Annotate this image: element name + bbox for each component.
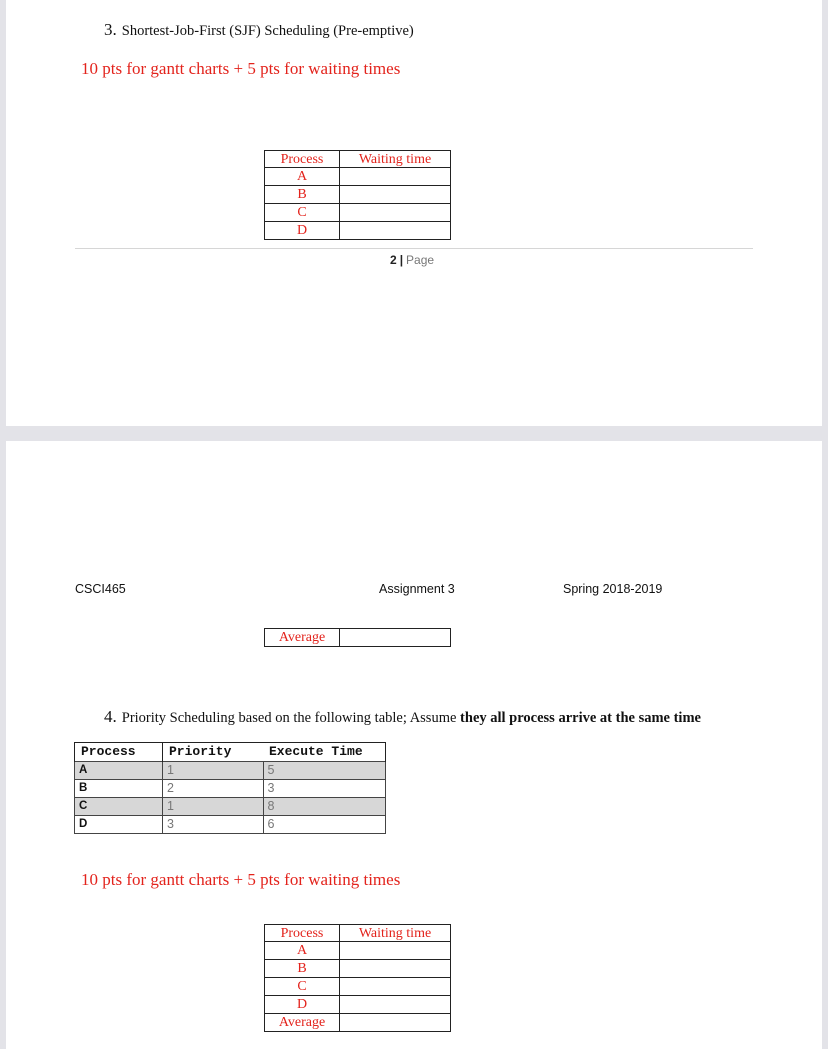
table-row [265, 222, 451, 240]
process-cell: B [75, 780, 163, 798]
process-cell: A [75, 762, 163, 780]
table-header-row [75, 743, 386, 762]
priority-cell: 2 [163, 780, 264, 798]
question-number: 3. [104, 20, 117, 39]
table-row [265, 629, 451, 647]
document-page-2 [6, 441, 822, 1049]
table-row [265, 960, 451, 978]
header-process: Process [75, 743, 163, 762]
header-process: Process [265, 151, 340, 168]
points-note: 10 pts for gantt charts + 5 pts for waiting times [81, 59, 401, 78]
average-label-cell: Average [265, 629, 340, 647]
question-text: Priority Scheduling based on the following table; Assume [121, 710, 461, 726]
header-assignment: Assignment 3 [379, 582, 455, 596]
table-row [265, 186, 451, 204]
waiting-time-cell[interactable] [340, 168, 451, 186]
process-cell: C [265, 978, 340, 996]
waiting-time-cell[interactable] [340, 996, 451, 1014]
document-page-1 [6, 0, 822, 426]
footer-divider [75, 248, 753, 249]
process-cell: D [265, 996, 340, 1014]
waiting-time-cell[interactable] [340, 222, 451, 240]
process-cell: C [265, 204, 340, 222]
table-row [265, 996, 451, 1014]
waiting-time-table [264, 150, 451, 240]
question-text: Shortest-Job-First (SJF) Scheduling (Pre-emptive) [121, 23, 414, 39]
table-row [75, 798, 386, 816]
question-bold-text: they all process arrive at the same time [460, 710, 701, 726]
header-execute-time: Execute Time [263, 743, 386, 762]
waiting-time-cell[interactable] [340, 204, 451, 222]
process-cell: B [265, 186, 340, 204]
question-number: 4. [104, 707, 117, 726]
page-footer [390, 253, 434, 267]
waiting-time-cell[interactable] [340, 942, 451, 960]
process-cell: A [265, 942, 340, 960]
header-semester: Spring 2018-2019 [563, 582, 663, 596]
process-cell: D [265, 222, 340, 240]
execute-time-cell: 8 [263, 798, 386, 816]
average-value-cell[interactable] [340, 1014, 451, 1032]
header-process: Process [265, 925, 340, 942]
table-header-row [265, 151, 451, 168]
table-header-row [265, 925, 451, 942]
header-priority: Priority [163, 743, 264, 762]
points-note: 10 pts for gantt charts + 5 pts for waiting times [81, 870, 401, 889]
average-value-cell[interactable] [340, 629, 451, 647]
process-cell: B [265, 960, 340, 978]
table-row [265, 168, 451, 186]
waiting-time-cell[interactable] [340, 186, 451, 204]
priority-cell: 1 [163, 798, 264, 816]
execute-time-cell: 6 [263, 816, 386, 834]
waiting-time-cell[interactable] [340, 960, 451, 978]
average-label-cell: Average [265, 1014, 340, 1032]
process-cell: A [265, 168, 340, 186]
table-row [75, 816, 386, 834]
execute-time-cell: 5 [263, 762, 386, 780]
table-row [265, 1014, 451, 1032]
average-table [264, 628, 451, 647]
table-row [265, 204, 451, 222]
priority-cell: 3 [163, 816, 264, 834]
process-cell: D [75, 816, 163, 834]
header-course: CSCI465 [75, 582, 126, 596]
table-row [75, 780, 386, 798]
page-number: 2 [390, 253, 397, 267]
header-waiting-time: Waiting time [340, 151, 451, 168]
question-4-heading [104, 707, 701, 727]
priority-table [74, 742, 386, 834]
waiting-time-table [264, 924, 451, 1032]
priority-cell: 1 [163, 762, 264, 780]
waiting-time-cell[interactable] [340, 978, 451, 996]
footer-separator: | [399, 253, 404, 267]
page-word: Page [406, 253, 435, 267]
table-row [75, 762, 386, 780]
header-waiting-time: Waiting time [340, 925, 451, 942]
question-3-heading [104, 20, 414, 40]
table-row [265, 978, 451, 996]
process-cell: C [75, 798, 163, 816]
execute-time-cell: 3 [263, 780, 386, 798]
table-row [265, 942, 451, 960]
